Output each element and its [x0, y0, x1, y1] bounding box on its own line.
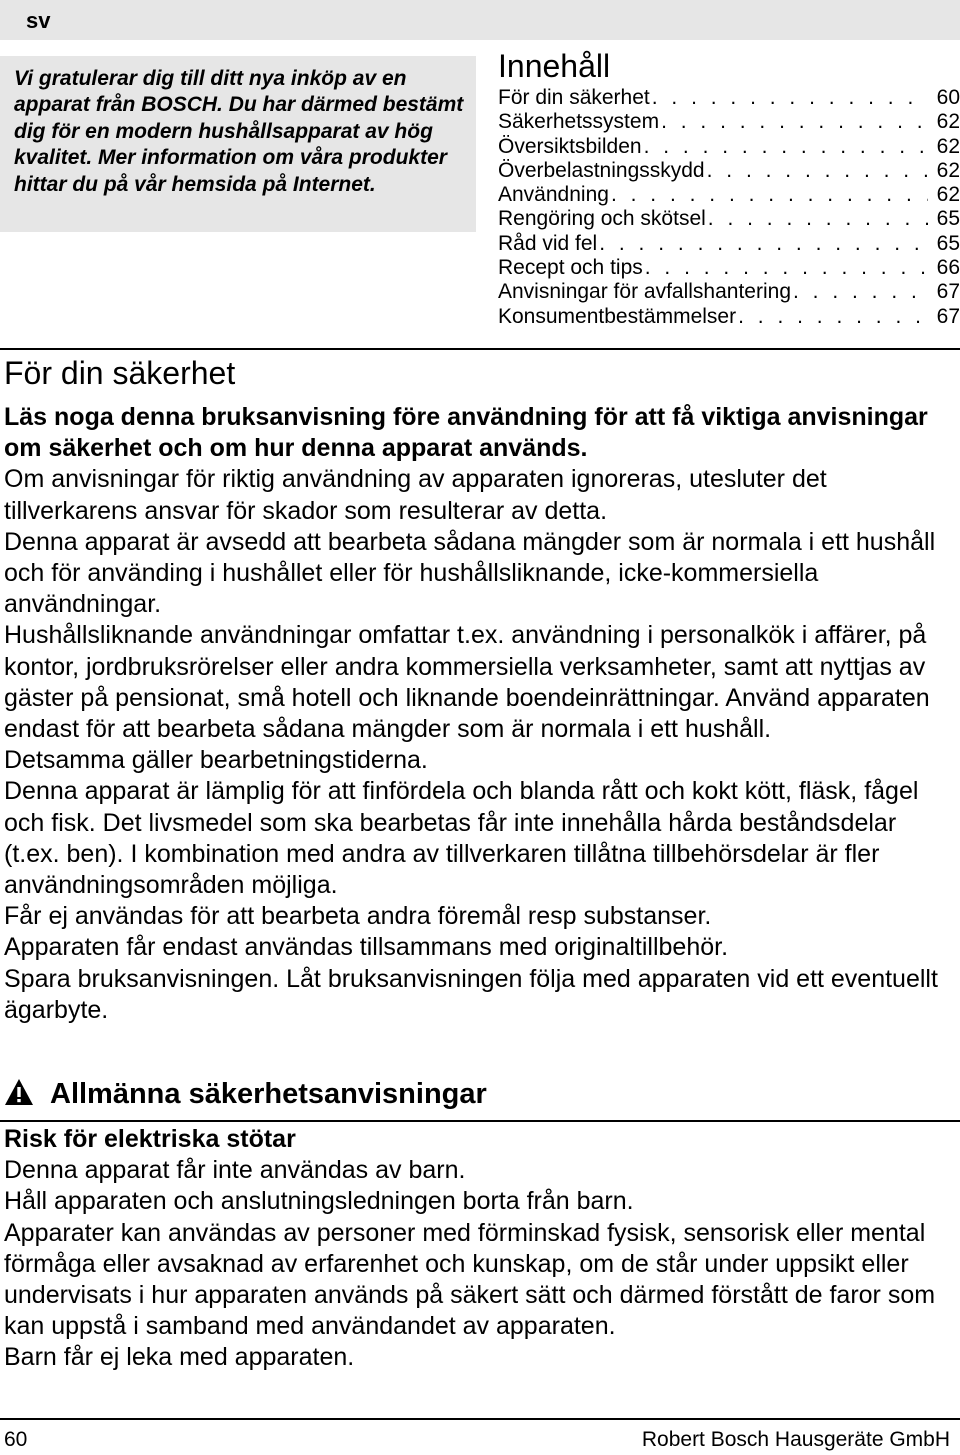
- safety-title: För din säkerhet: [4, 355, 236, 391]
- electric-risk-paragraph: Denna apparat får inte användas av barn.: [4, 1156, 466, 1185]
- toc-item-label: Recept och tips: [498, 256, 643, 280]
- intro-box: [0, 56, 476, 232]
- toc-leader-dots: [736, 305, 928, 329]
- toc-item[interactable]: [498, 110, 960, 134]
- safety-paragraph: Denna apparat är lämplig för att finfördela och blanda rått och kokt kött, fläsk, fågel och fisk. Det livsmedel som ska bearbetas får inte innehålla hårda beståndsdelar (t.ex. ben). I kombination med andra av tillverkaren tillåtna tillbehörsdelar är fler användningsområden möjliga.: [4, 777, 919, 900]
- company-name: Robert Bosch Hausgeräte GmbH: [641, 1428, 950, 1451]
- toc-item-label: Konsumentbestämmelser: [498, 304, 737, 328]
- toc-leader-dots: [642, 135, 928, 159]
- toc-leader-dots: [706, 207, 928, 231]
- language-tab: [0, 0, 960, 40]
- toc-leader-dots: [791, 280, 928, 304]
- toc-list: [498, 86, 960, 329]
- toc-leader-dots: [705, 159, 928, 183]
- page-footer: [0, 1420, 960, 1455]
- toc-leader-dots: [659, 110, 928, 134]
- toc-item-label: Säkerhetssystem: [498, 110, 660, 134]
- toc-item-page: 67: [936, 280, 960, 304]
- safety-paragraph: Får ej användas för att bearbeta andra föremål resp substanser.: [4, 902, 712, 931]
- toc-item-page: 66: [936, 256, 960, 280]
- electric-risk-title: Risk för elektriska stötar: [4, 1125, 296, 1153]
- safety-paragraph: Detsamma gäller bearbetningstiderna.: [4, 746, 428, 775]
- toc-item-label: Råd vid fel: [498, 231, 598, 255]
- toc-item-page: 62: [936, 110, 960, 134]
- toc-leader-dots: [650, 86, 928, 110]
- intro-text: Vi gratulerar dig till ditt nya inköp av en apparat från BOSCH. Du har därmed bestämt dig för en modern hushållsapparat av hög kvalitet. Mer information om våra produkter hittar du på vår hemsida på Internet.: [14, 67, 464, 196]
- toc-leader-dots: [609, 183, 928, 207]
- toc-item[interactable]: [498, 86, 960, 110]
- toc-item-page: 60: [936, 86, 960, 109]
- general-safety-heading: [4, 1072, 956, 1116]
- toc-item[interactable]: [498, 305, 960, 329]
- safety-paragraph: Denna apparat är avsedd att bearbeta sådana mängder som är normala i ett hushåll och för använding i hushållet eller för hushållsliknande, icke-kommersiella användningar.: [4, 527, 936, 619]
- toc-item[interactable]: [498, 232, 960, 256]
- electric-risk-paragraph: Apparater kan användas av personer med förminskad fysisk, sensorisk eller mental förmåga eller avsaknad av erfarenhet och kunskap, om de står under uppsikt eller undervisats i hur apparaten används på säkert sätt och därmed förstått de faror som kan uppstå i samband med användandet av apparaten.: [4, 1218, 936, 1341]
- toc-item-page: 62: [936, 158, 960, 182]
- toc-leader-dots: [597, 232, 928, 256]
- toc-title: Innehåll: [498, 48, 611, 84]
- toc-item[interactable]: [498, 256, 960, 280]
- language-code: sv: [26, 8, 51, 33]
- electric-risk-section: [4, 1124, 956, 1374]
- safety-section: [4, 352, 956, 1026]
- toc-item-label: Användning: [498, 183, 609, 207]
- safety-lead: Läs noga denna bruksanvisning före användning för att få viktiga anvisningar om säkerhet och om hur denna apparat används.: [4, 403, 928, 463]
- toc-leader-dots: [643, 256, 928, 280]
- section-divider: [0, 1120, 960, 1122]
- toc-item[interactable]: [498, 183, 960, 207]
- safety-paragraph: Hushållsliknande användningar omfattar t.ex. användning i personalkök i affärer, på kontor, jordbruksrörelser eller andra kommersiella verksamheter, samt att nyttjas av gäster på pensionat, små hotell och liknande boendeinrättningar. Använd apparaten endast för att bearbeta sådana mängder som är normala i ett hushåll.: [4, 621, 930, 744]
- toc-item[interactable]: [498, 159, 960, 183]
- toc-item-label: Överbelastningsskydd: [498, 158, 705, 182]
- safety-paragraph: Om anvisningar för riktig användning av apparaten ignoreras, utesluter det tillverkarens ansvar för skador som resulterar av detta.: [4, 465, 827, 525]
- warning-triangle-icon: [4, 1078, 50, 1111]
- toc-item-label: För din säkerhet: [498, 86, 650, 109]
- safety-paragraph: Apparaten får endast användas tillsammans med originaltillbehör.: [4, 933, 729, 962]
- toc-item-label: Anvisningar för avfallshantering: [498, 280, 791, 304]
- table-of-contents: [498, 46, 960, 329]
- section-divider: [0, 348, 960, 350]
- toc-item-page: 62: [936, 134, 960, 158]
- toc-item[interactable]: [498, 280, 960, 304]
- electric-risk-paragraph: Barn får ej leka med apparaten.: [4, 1343, 355, 1372]
- general-safety-title: Allmänna säkerhetsanvisningar: [50, 1077, 487, 1110]
- toc-item-page: 67: [936, 304, 960, 328]
- safety-paragraph: Spara bruksanvisningen. Låt bruksanvisningen följa med apparaten vid ett eventuellt ägarbyte.: [4, 964, 938, 1024]
- page-number: 60: [4, 1428, 28, 1451]
- toc-item-page: 62: [936, 183, 960, 207]
- toc-item-page: 65: [936, 231, 960, 255]
- toc-item-page: 65: [936, 207, 960, 231]
- toc-item-label: Översiktsbilden: [498, 134, 642, 158]
- toc-item[interactable]: [498, 207, 960, 231]
- toc-item-label: Rengöring och skötsel: [498, 207, 706, 231]
- toc-item[interactable]: [498, 135, 960, 159]
- electric-risk-paragraph: Håll apparaten och anslutningsledningen borta från barn.: [4, 1187, 634, 1216]
